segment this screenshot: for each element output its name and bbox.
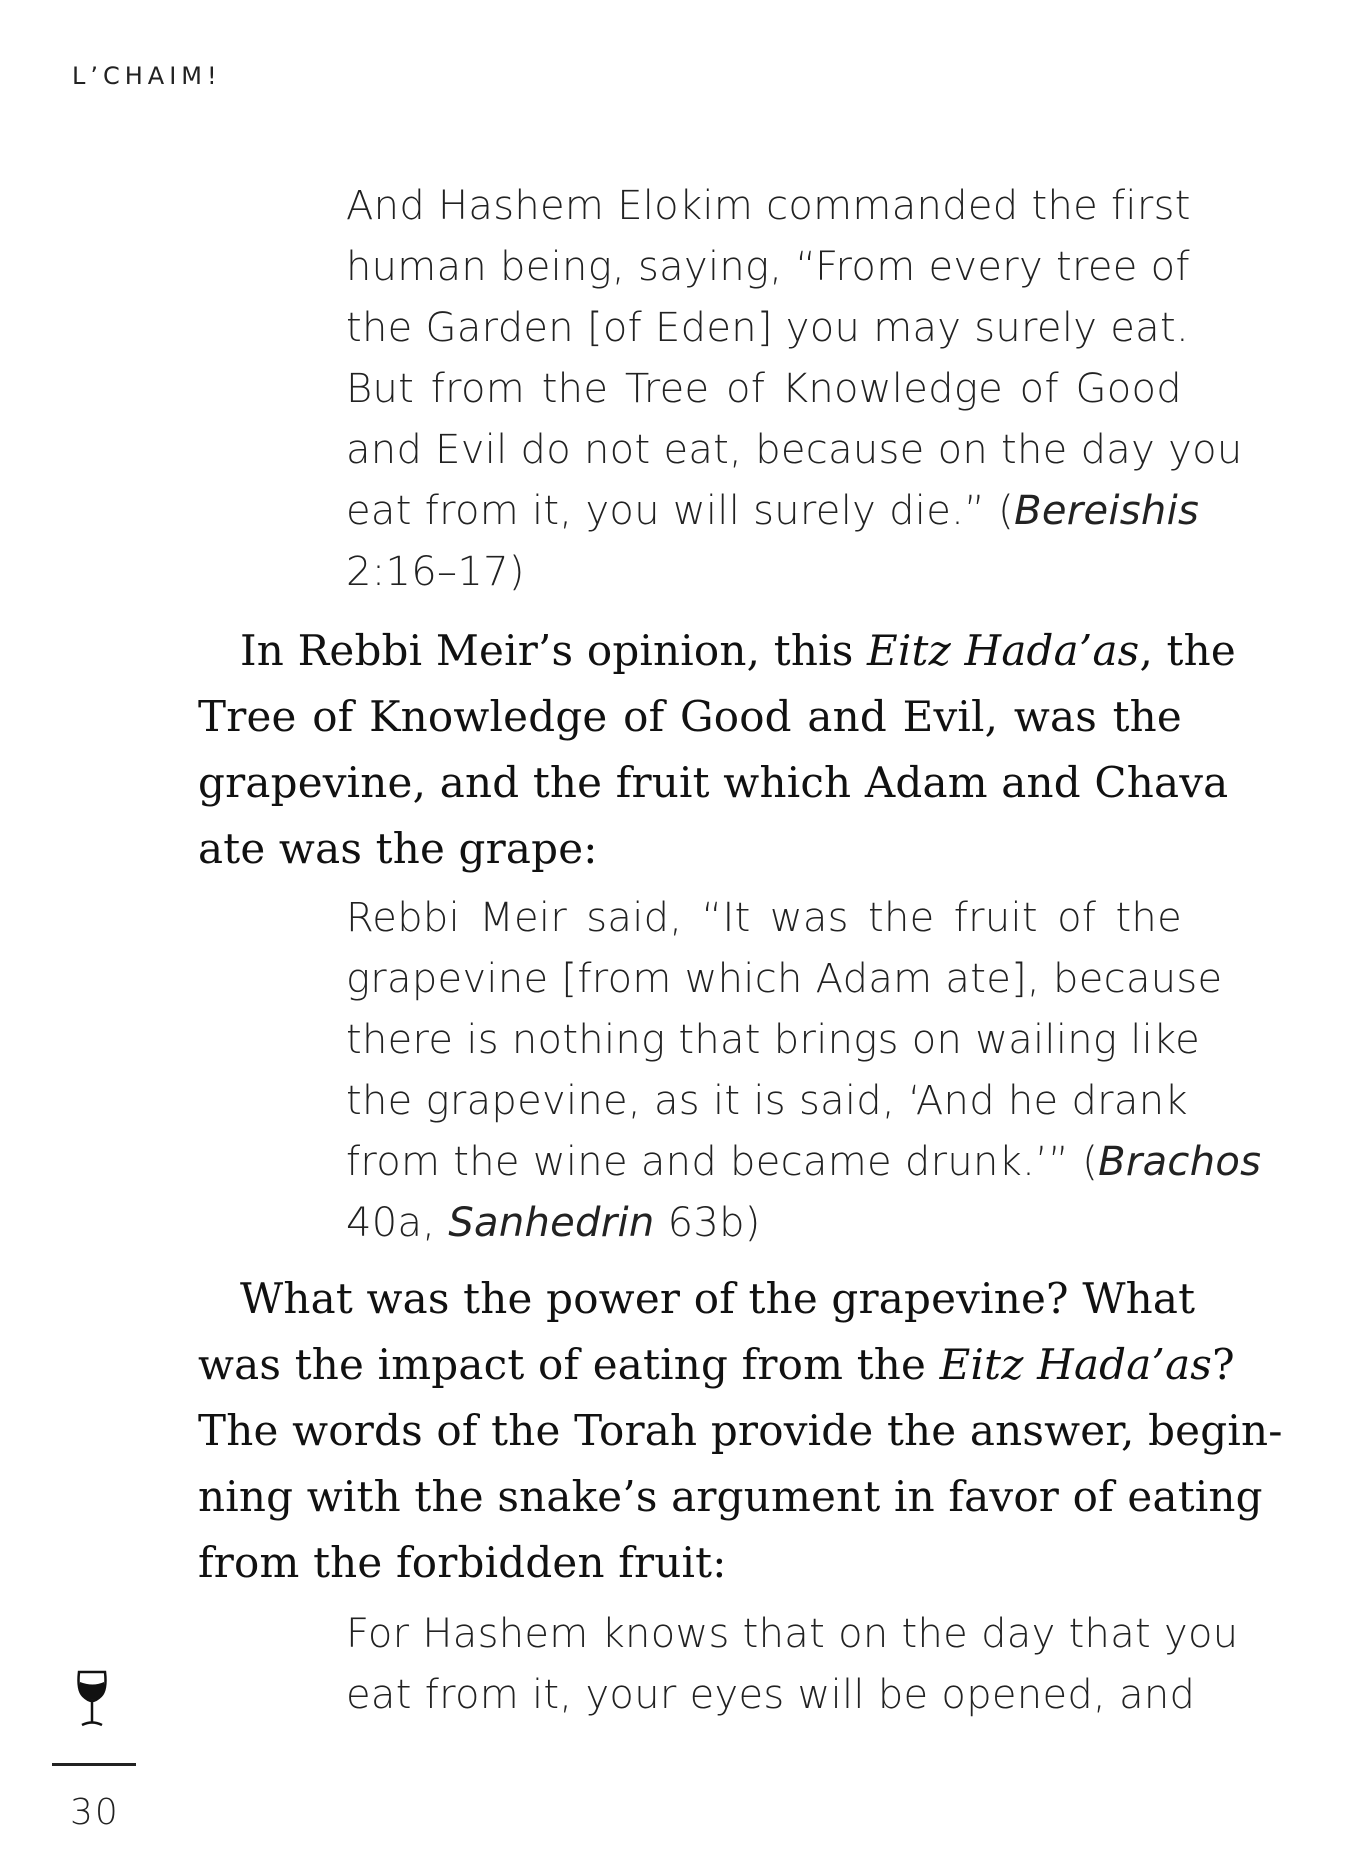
- quote-line: And Hashem Elokim commanded the first: [346, 183, 1191, 229]
- paragraph-line: Tree of Knowledge of Good and Evil, was the: [198, 692, 1182, 741]
- italic-term: Eitz Hada’as: [939, 1340, 1213, 1389]
- source-title: Brachos: [1098, 1139, 1262, 1185]
- quote-text: eat from it, you will surely die.” (: [346, 488, 1015, 534]
- block-quote-brachos: [346, 888, 1262, 1254]
- paragraph-text: In Rebbi Meir’s opinion, this: [240, 626, 868, 675]
- body-paragraph-grapevine-power: [198, 1266, 1283, 1596]
- quote-text: 63b): [654, 1200, 761, 1246]
- quote-text: from the wine and became drunk.’” (: [346, 1139, 1099, 1185]
- body-paragraph-rebbi-meir: [198, 618, 1236, 882]
- source-title: Sanhedrin: [448, 1200, 655, 1246]
- footer-rule: [52, 1763, 136, 1766]
- quote-line: [346, 1193, 1182, 1254]
- quote-line: human being, saying, “From every tree of: [346, 244, 1190, 290]
- paragraph-line: [198, 618, 1236, 684]
- quote-line: For Hashem knows that on the day that you: [346, 1611, 1239, 1657]
- paragraph-line: grapevine, and the fruit which Adam and Chava: [198, 758, 1229, 807]
- quote-line: the Garden [of Eden] you may surely eat.: [346, 305, 1189, 351]
- quote-line: But from the Tree of Knowledge of Good: [346, 366, 1182, 412]
- quote-line: the grapevine, as it is said, ‘And he drank: [346, 1078, 1188, 1124]
- block-quote-bereishis: [346, 176, 1243, 603]
- page-number: 30: [70, 1792, 120, 1833]
- paragraph-line: The words of the Torah provide the answer, begin-: [198, 1406, 1283, 1455]
- quote-line: eat from it, your eyes will be opened, and: [346, 1672, 1196, 1718]
- quote-line: there is nothing that brings on wailing like: [346, 1017, 1201, 1063]
- paragraph-line: ate was the grape:: [198, 824, 598, 873]
- running-head: L’CHAIM!: [72, 62, 222, 90]
- quote-line: grapevine [from which Adam ate], because: [346, 956, 1223, 1002]
- italic-term: Eitz Hada’as: [867, 626, 1140, 675]
- wine-glass-icon: [73, 1668, 111, 1728]
- quote-text: 40a,: [346, 1200, 449, 1246]
- quote-line: [346, 1132, 1262, 1193]
- paragraph-line: [198, 1332, 1235, 1398]
- quote-line: 2:16–17): [346, 549, 525, 595]
- paragraph-line: What was the power of the grapevine? What: [240, 1274, 1196, 1323]
- paragraph-text: , the: [1139, 626, 1236, 675]
- quote-line: [346, 481, 1200, 542]
- paragraph-text: was the impact of eating from the: [198, 1340, 940, 1389]
- quote-line: Rebbi Meir said, “It was the fruit of the: [346, 895, 1182, 941]
- paragraph-text: ?: [1212, 1340, 1235, 1389]
- source-title: Bereishis: [1014, 488, 1200, 534]
- paragraph-line: ning with the snake’s argument in favor of eating: [198, 1472, 1263, 1521]
- block-quote-snake: [346, 1604, 1239, 1726]
- quote-line: and Evil do not eat, because on the day you: [346, 427, 1243, 473]
- paragraph-line: from the forbidden fruit:: [198, 1538, 727, 1587]
